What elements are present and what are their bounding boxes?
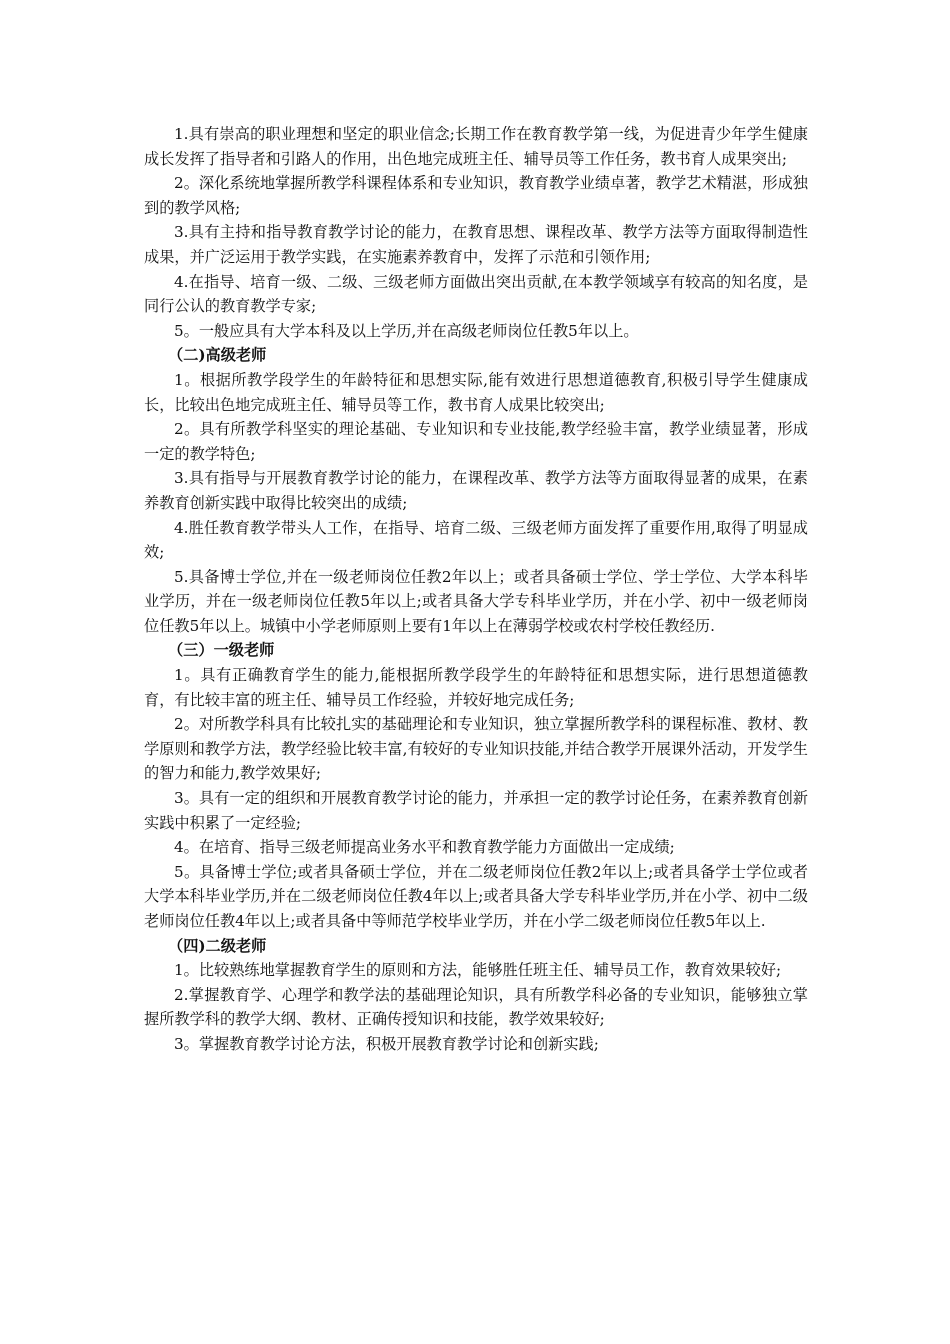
paragraph: 5。一般应具有大学本科及以上学历,并在高级老师岗位任教5年以上。 [174,321,639,340]
paragraph: 2。具有所教学科坚实的理论基础、专业知识和专业技能,教学经验丰富，教学业绩显著，形成一定的教学特色; [144,420,808,463]
paragraph: 1。根据所教学段学生的年龄特征和思想实际,能有效进行思想道德教育,积极引导学生健康成长，比较出色地完成班主任、辅导员等工作，教书育人成果比较突出; [144,370,808,414]
section-heading: （四)二级老师 [168,936,267,955]
document-page [144,122,808,1057]
section-heading: （二)高级老师 [168,346,267,365]
paragraph: 5。具备博士学位;或者具备硕士学位，并在二级老师岗位任教2年以上;或者具备学士学位或者大学本科毕业学历,并在二级老师岗位任教4年以上;或者具备大学专科毕业学历,并在小学、初中二级老师岗位任教4年以上;或者具备中等师范学校毕业学历，并在小学二级老师岗位任教5年以上. [144,862,808,930]
paragraph: 1.具有崇高的职业理想和坚定的职业信念;长期工作在教育教学第一线，为促进青少年学生健康成长发挥了指导者和引路人的作用，出色地完成班主任、辅导员等工作任务，教书育人成果突出; [144,125,808,168]
paragraph: 2.掌握教育学、心理学和教学法的基础理论知识，具有所教学科必备的专业知识，能够独立掌握所教学科的教学大纲、教材、正确传授知识和技能，教学效果较好; [144,985,808,1029]
paragraph: 2。对所教学科具有比较扎实的基础理论和专业知识，独立掌握所教学科的课程标准、教材、教学原则和教学方法，教学经验比较丰富,有较好的专业知识技能,并结合教学开展课外活动，开发学生的智力和能力,教学效果好; [144,715,808,783]
paragraph: 2。深化系统地掌握所教学科课程体系和专业知识，教育教学业绩卓著，教学艺术精湛，形成独到的教学风格; [144,174,808,217]
paragraph: 3。具有一定的组织和开展教育教学讨论的能力，并承担一定的教学讨论任务，在素养教育创新实践中积累了一定经验; [144,789,808,832]
paragraph: 5.具备博士学位,并在一级老师岗位任教2年以上；或者具备硕士学位、学士学位、大学本科毕业学历，并在一级老师岗位任教5年以上;或者具备大学专科毕业学历，并在小学、初中一级老师岗位任教5年以上。城镇中小学老师原则上要有1年以上在薄弱学校或农村学校任教经历. [144,567,808,635]
paragraph: 4.胜任教育教学带头人工作，在指导、培育二级、三级老师方面发挥了重要作用,取得了明显成效; [144,518,808,562]
paragraph: 1。具有正确教育学生的能力,能根据所教学段学生的年龄特征和思想实际，进行思想道德教育，有比较丰富的班主任、辅导员工作经验，并较好地完成任务; [144,666,808,709]
paragraph: 4.在指导、培育一级、二级、三级老师方面做出突出贡献,在本教学领域享有较高的知名度，是同行公认的教育教学专家; [144,272,808,316]
section-heading: （三）一级老师 [168,641,275,660]
paragraph: 3.具有指导与开展教育教学讨论的能力，在课程改革、教学方法等方面取得显著的成果，在素养教育创新实践中取得比较突出的成绩; [144,469,808,512]
paragraph: 4。在培育、指导三级老师提高业务水平和教育教学能力方面做出一定成绩; [174,838,675,857]
paragraph: 3。掌握教育教学讨论方法，积极开展教育教学讨论和创新实践; [174,1034,599,1053]
paragraph: 3.具有主持和指导教育教学讨论的能力，在教育思想、课程改革、教学方法等方面取得制造性成果，并广泛运用于教学实践，在实施素养教育中，发挥了示范和引领作用; [144,223,808,266]
paragraph: 1。比较熟练地掌握教育学生的原则和方法，能够胜任班主任、辅导员工作，教育效果较好; [174,961,782,980]
